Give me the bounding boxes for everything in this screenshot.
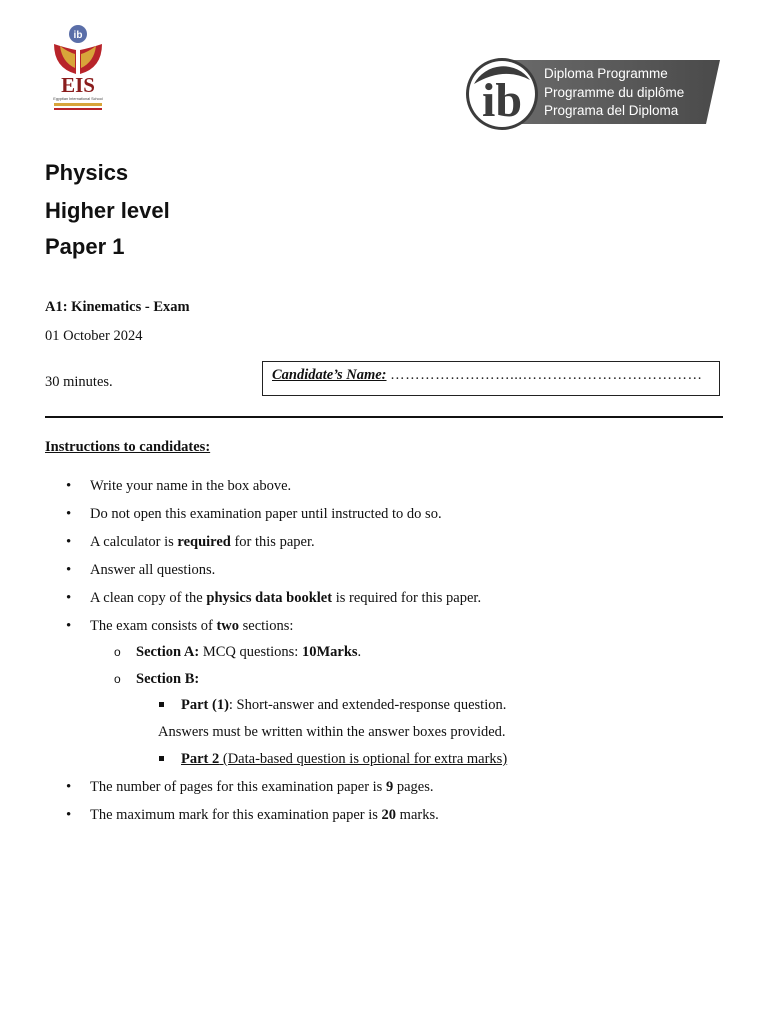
ib-logo-line-es: Programa del Diploma (544, 103, 679, 118)
part-2-item: Part 2 (Data-based question is optional for extra marks) (181, 751, 508, 767)
eis-school-logo (46, 22, 110, 112)
eis-logo-subtext: Egyptian International School (53, 97, 103, 101)
candidate-name-label: Candidate’s Name: (272, 367, 387, 383)
candidate-name-dots: ……………………...……………………………… (390, 367, 703, 383)
horizontal-divider (45, 416, 723, 418)
instruction-item: • Write your name in the box above. (90, 477, 291, 495)
paper-title: Paper 1 (45, 234, 125, 259)
instruction-item: • A calculator is required for this paper. (90, 533, 315, 551)
ib-logo-line-fr: Programme du diplôme (544, 84, 685, 100)
section-b-item: o Section B: (136, 670, 199, 688)
instruction-item: • The exam consists of two sections: (90, 617, 293, 635)
exam-duration: 30 minutes. (45, 374, 113, 390)
instruction-item: • The number of pages for this examination paper is 9 pages. (90, 778, 433, 796)
instruction-item: • The maximum mark for this examination paper is 20 marks. (90, 806, 439, 824)
instruction-item: • A clean copy of the physics data booklet is required for this paper. (90, 589, 481, 607)
svg-text:ib: ib (73, 30, 83, 41)
subject-title: Physics (45, 160, 129, 185)
part-1-continuation: Answers must be written within the answer boxes provided. (158, 724, 506, 740)
exam-date: 01 October 2024 (45, 328, 143, 344)
level-title: Higher level (45, 198, 170, 223)
ib-logo-line-en: Diploma Programme (544, 66, 668, 81)
section-a-item: o Section A: MCQ questions: 10Marks. (136, 643, 361, 661)
exam-topic: A1: Kinematics - Exam (45, 299, 190, 315)
ib-diploma-logo (464, 56, 722, 132)
instructions-heading: Instructions to candidates: (45, 439, 211, 455)
eis-logo-text: EIS (61, 73, 95, 97)
svg-text:ib: ib (481, 74, 523, 127)
instruction-item: • Do not open this examination paper until instructed to do so. (90, 505, 442, 523)
ib-logo-text (544, 65, 684, 121)
part-1-item: Part (1): Short-answer and extended-response question. (181, 697, 507, 713)
instruction-item: • Answer all questions. (90, 561, 215, 579)
candidate-name-box[interactable] (262, 361, 720, 396)
